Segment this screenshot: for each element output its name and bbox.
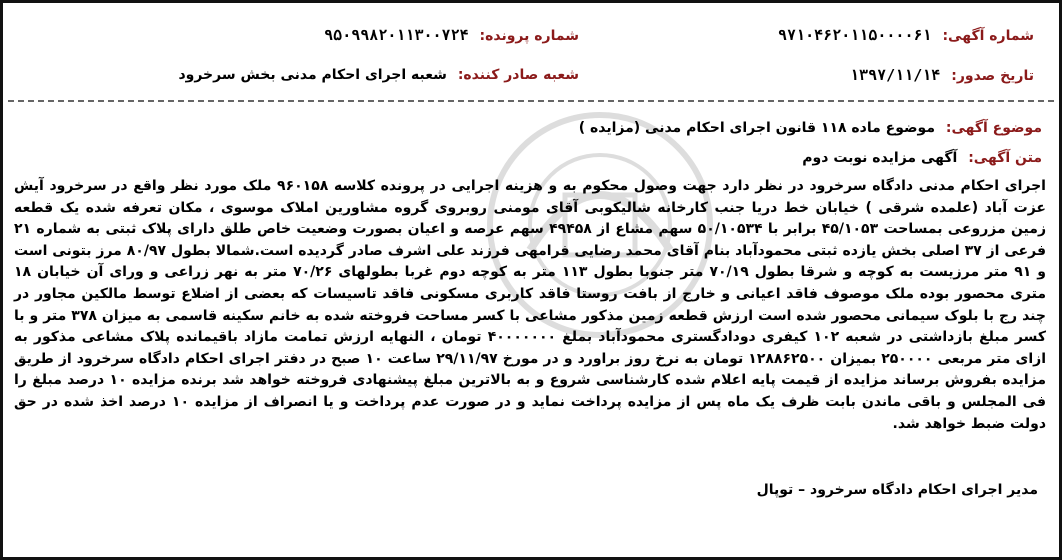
subject-label: موضوع آگهی: [945, 120, 1042, 136]
header-section [8, 8, 1054, 102]
subject-value: موضوع ماده ۱۱۸ قانون اجرای احکام مدنی (مزایده ) [578, 120, 935, 136]
text-title-row [20, 146, 1042, 170]
ad-number: ۹۷۱۰۴۶۲۰۱۱۵۰۰۰۰۶۱ [778, 26, 932, 44]
file-number: ۹۵۰۹۹۸۲۰۱۱۳۰۰۷۲۴ [324, 26, 469, 44]
ad-number-label: شماره آگهی: [942, 28, 1034, 44]
text-title-label: متن آگهی: [968, 150, 1042, 166]
signature: مدیر اجرای احکام دادگاه سرخرود – توپال [756, 482, 1038, 498]
issue-date: ۱۳۹۷/۱۱/۱۴ [850, 66, 941, 84]
subject-row [20, 116, 1042, 140]
header-row-1 [28, 20, 1034, 50]
issue-date-label: تاریخ صدور: [951, 68, 1034, 84]
issuer-label: شعبه صادر کننده: [457, 67, 579, 83]
issuer: شعبه اجرای احکام مدنی بخش سرخرود [178, 67, 447, 83]
notice-body: اجرای احکام مدنی دادگاه سرخرود در نظر دارد جهت وصول محکوم به و هزینه اجرایی در پرونده کلاسه ۹۶۰۱۵۸ ملک مورد نظر واقع در سرخرود آیش عزت آباد (علمده شرقی ) خیابان خط دریا جنب کارخانه شالیکوبی آقای مومنی روبروی گروه مشاورین املاک موسوی ، مکان تعرفه شده یک قطعه زمین مزروعی بمساحت ۴۵/۱۰۵۳ برابر با ۵۰/۱۰۵۳۴ سهم مشاع از ۴۹۴۵۸ سهم عرصه و اعیان بصورت وضعیت خاص طلق دارای پلاک ثبتی به شماره ۲۱ فرعی از ۳۷ اصلی بخش یازده ثبتی محمودآباد بنام آقای محمد رضایی فرامهی فرزند علی اشرف صادر گردیده است.شمالا بطول ۸۰/۹۷ مرز بتونی است و ۹۱ متر مرزیست به کوچه و شرقا بطول ۷۰/۱۹ متر جنوبا بطول ۱۱۳ متر به کوچه دوم غربا بطولهای ۷۰/۲۶ متر به نهر زراعی و ورای آن خیابان ۱۸ متری محصور بوده ملک موصوف فاقد اعیانی و خارج از بافت روستا فاقد کاربری مسکونی فاقد تاسیسات که بعضی از اضلاع توسط مالکین مجاور در چند رج با بلوک سیمانی محصور شده است ارزش قطعه زمین مذکور مشاعی با کسر مساحت فروخته شده به خانم سکینه قاسمی به میزان ۳۷۸ متر و با کسر مبلغ بازداشتی در شعبه ۱۰۲ کیفری دودادگستری محمودآباد بملغ ۴۰۰۰۰۰۰۰ تومان ، النهایه ارزش تمامت مازاد باقیمانده پلاک مشاعی مذکور به ازای متر مربعی ۲۵۰۰۰۰ بمیزان ۱۲۸۸۶۲۵۰۰ تومان به نرخ روز براورد و در مورخ ۲۹/۱۱/۹۷ ساعت ۱۰ صبح در دفتر اجرای احکام دادگاه سرخرود از طریق مزایده بفروش برساند مزایده از قیمت پایه اعلام شده کارشناسی شروع و به بالاترین مبلغ پیشنهادی فروخته خواهد شد برنده مزایده ۱۰ درصد مبلغ را فی المجلس و باقی ماندن بابت ظرف یک ماه پس از مزایده پرداخت نماید و در صورت عدم پرداخت و یا انصراف از مزایده ۱۰ درصد اخذ شده در حق دولت ضبط خواهد شد. [14, 178, 1047, 432]
header-row-2 [28, 60, 1034, 90]
text-title-value: آگهی مزایده نوبت دوم [802, 150, 958, 166]
file-number-label: شماره پرونده: [479, 28, 579, 44]
